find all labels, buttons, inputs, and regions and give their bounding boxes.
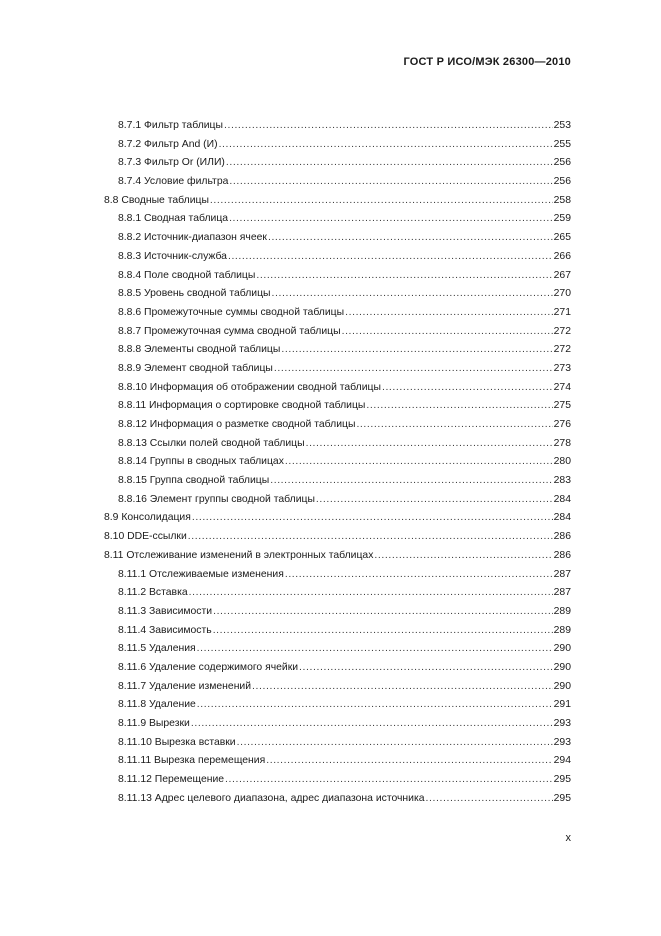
dot-leader bbox=[426, 790, 553, 809]
toc-entry-title: 8.11.8 Удаление bbox=[118, 699, 196, 711]
toc-entry-title: 8.7.1 Фильтр таблицы bbox=[118, 120, 223, 131]
toc-entry[interactable] bbox=[0, 603, 661, 622]
toc-entry-title: 8.8.12 Информация о разметке сводной таблицы bbox=[118, 419, 356, 430]
dot-leader bbox=[219, 136, 553, 155]
toc-entry-title: 8.8.13 Ссылки полей сводной таблицы bbox=[118, 437, 305, 449]
toc-entry-title: 8.11.6 Удаление содержимого ячейки bbox=[118, 661, 299, 673]
dot-leader bbox=[189, 584, 553, 603]
dot-leader bbox=[285, 566, 553, 585]
toc-entry-title: 8.7.2 Фильтр And (И) bbox=[118, 138, 218, 150]
dot-leader bbox=[188, 528, 553, 547]
toc-entry[interactable] bbox=[0, 192, 661, 211]
dot-leader bbox=[299, 659, 553, 678]
toc-entry-page: 258 bbox=[553, 194, 571, 206]
toc-entry[interactable] bbox=[0, 210, 661, 229]
toc-entry-title: 8.11 Отслеживание изменений в электронных таблицах bbox=[104, 549, 374, 561]
toc-entry-page: 290 bbox=[553, 661, 571, 673]
toc-entry-title: 8.11.4 Зависимость bbox=[118, 624, 212, 636]
toc-entry-title: 8.8.2 Источник-диапазон ячеек bbox=[118, 232, 267, 244]
toc-entry[interactable] bbox=[0, 360, 661, 379]
dot-leader bbox=[213, 603, 553, 622]
toc-entry-title: 8.8.10 Информация об отображении сводной таблицы bbox=[118, 381, 381, 393]
dot-leader bbox=[274, 360, 553, 379]
dot-leader bbox=[272, 285, 553, 304]
toc-entry[interactable] bbox=[0, 136, 661, 155]
toc-entry-page: 253 bbox=[553, 120, 571, 131]
dot-leader bbox=[382, 379, 553, 398]
toc-entry-page: 276 bbox=[553, 419, 571, 430]
document-header: ГОСТ Р ИСО/МЭК 26300—2010 bbox=[403, 56, 571, 68]
dot-leader bbox=[228, 248, 553, 267]
toc-entry[interactable] bbox=[0, 566, 661, 585]
toc-entry[interactable] bbox=[0, 435, 661, 454]
toc-entry[interactable] bbox=[0, 640, 661, 659]
dot-leader bbox=[197, 696, 553, 715]
toc-entry-page: 278 bbox=[553, 437, 571, 449]
toc-entry[interactable] bbox=[0, 341, 661, 360]
toc-entry-title: 8.8.3 Источник-служба bbox=[118, 250, 227, 262]
toc-entry[interactable] bbox=[0, 509, 661, 528]
toc-entry[interactable] bbox=[0, 229, 661, 248]
dot-leader bbox=[192, 509, 553, 528]
dot-leader bbox=[356, 416, 552, 435]
toc-entry-page: 271 bbox=[553, 306, 571, 318]
toc-entry-page: 272 bbox=[553, 344, 571, 356]
toc-entry-title: 8.11.9 Вырезки bbox=[118, 718, 190, 729]
toc-entry-page: 295 bbox=[553, 774, 571, 786]
toc-entry-page: 289 bbox=[553, 624, 571, 636]
dot-leader bbox=[229, 173, 552, 192]
toc-entry-title: 8.11.3 Зависимости bbox=[118, 605, 213, 617]
toc-entry[interactable] bbox=[0, 547, 661, 566]
toc-entry-title: 8.8.8 Элементы сводной таблицы bbox=[118, 344, 281, 356]
dot-leader bbox=[268, 229, 553, 248]
toc-entry-title: 8.8.1 Сводная таблица bbox=[118, 213, 229, 225]
toc-entry[interactable] bbox=[0, 696, 661, 715]
toc-entry[interactable] bbox=[0, 416, 661, 435]
toc-entry-page: 273 bbox=[553, 362, 571, 374]
toc-entry-page: 275 bbox=[553, 400, 571, 412]
toc-entry-title: 8.8.14 Группы в сводных таблицах bbox=[118, 456, 284, 468]
dot-leader bbox=[285, 453, 553, 472]
toc-entry-title: 8.8.5 Уровень сводной таблицы bbox=[118, 288, 271, 300]
dot-leader bbox=[374, 547, 552, 566]
toc-entry[interactable] bbox=[0, 472, 661, 491]
toc-entry-page: 295 bbox=[553, 792, 571, 804]
toc-entry[interactable] bbox=[0, 154, 661, 173]
toc-entry-page: 289 bbox=[553, 605, 571, 617]
dot-leader bbox=[191, 715, 553, 734]
toc-entry-title: 8.7.3 Фильтр Or (ИЛИ) bbox=[118, 157, 225, 169]
toc-entry-title: 8.8.7 Промежуточная сумма сводной таблицы bbox=[118, 325, 341, 337]
toc-entry-title: 8.11.11 Вырезка перемещения bbox=[118, 755, 266, 767]
dot-leader bbox=[270, 472, 552, 491]
toc-entry-page: 259 bbox=[553, 213, 571, 225]
toc-entry-title: 8.11.12 Перемещение bbox=[118, 774, 225, 786]
dot-leader bbox=[210, 192, 553, 211]
toc-entry-page: 280 bbox=[553, 456, 571, 468]
toc-entry-page: 284 bbox=[553, 493, 571, 505]
toc-entry-page: 293 bbox=[553, 736, 571, 748]
dot-leader bbox=[229, 210, 553, 229]
toc-entry-page: 284 bbox=[553, 512, 571, 524]
toc-entry-title: 8.11.13 Адрес целевого диапазона, адрес диапазона источника bbox=[118, 792, 425, 804]
dot-leader bbox=[237, 734, 553, 753]
toc-entry-title: 8.11.10 Вырезка вставки bbox=[118, 736, 236, 748]
toc-entry-page: 265 bbox=[553, 232, 571, 244]
toc-entry[interactable] bbox=[0, 285, 661, 304]
toc-entry[interactable] bbox=[0, 715, 661, 734]
toc-entry-page: 286 bbox=[553, 531, 571, 543]
page-number: x bbox=[565, 832, 571, 844]
dot-leader bbox=[316, 491, 553, 510]
dot-leader bbox=[252, 678, 553, 697]
toc-entry-page: 272 bbox=[553, 325, 571, 337]
toc-entry-title: 8.8.4 Поле сводной таблицы bbox=[118, 269, 256, 281]
toc-entry[interactable] bbox=[0, 323, 661, 342]
toc-entry[interactable] bbox=[0, 173, 661, 192]
toc-entry-page: 294 bbox=[553, 755, 571, 767]
toc-entry-page: 287 bbox=[553, 587, 571, 599]
toc-entry[interactable] bbox=[0, 248, 661, 267]
dot-leader bbox=[342, 323, 553, 342]
toc-entry[interactable] bbox=[0, 622, 661, 641]
toc-entry-page: 256 bbox=[553, 157, 571, 169]
dot-leader bbox=[224, 117, 553, 136]
toc-entry-title: 8.9 Консолидация bbox=[104, 512, 191, 524]
toc-entry-page: 287 bbox=[553, 568, 571, 580]
dot-leader bbox=[345, 304, 553, 323]
toc-entry[interactable] bbox=[0, 491, 661, 510]
toc-entry[interactable] bbox=[0, 453, 661, 472]
toc-entry[interactable] bbox=[0, 379, 661, 398]
toc-entry[interactable] bbox=[0, 790, 661, 809]
dot-leader bbox=[306, 435, 553, 454]
table-of-contents bbox=[0, 117, 661, 808]
toc-entry-title: 8.8.15 Группа сводной таблицы bbox=[118, 475, 270, 487]
toc-entry-page: 274 bbox=[553, 381, 571, 393]
toc-entry[interactable] bbox=[0, 659, 661, 678]
toc-entry-page: 255 bbox=[553, 138, 571, 150]
toc-entry[interactable] bbox=[0, 304, 661, 323]
dot-leader bbox=[197, 640, 553, 659]
toc-entry[interactable] bbox=[0, 117, 661, 136]
toc-entry[interactable] bbox=[0, 734, 661, 753]
toc-entry[interactable] bbox=[0, 584, 661, 603]
toc-entry-page: 267 bbox=[553, 269, 571, 281]
toc-entry[interactable] bbox=[0, 678, 661, 697]
dot-leader bbox=[256, 267, 552, 286]
toc-entry-title: 8.8.6 Промежуточные суммы сводной таблицы bbox=[118, 306, 345, 318]
toc-entry-page: 291 bbox=[553, 699, 571, 711]
dot-leader bbox=[281, 341, 552, 360]
toc-entry-title: 8.10 DDE-ссылки bbox=[104, 531, 187, 543]
toc-entry-title: 8.11.1 Отслеживаемые изменения bbox=[118, 568, 284, 580]
toc-entry-page: 283 bbox=[553, 475, 571, 487]
toc-entry-title: 8.8.9 Элемент сводной таблицы bbox=[118, 362, 273, 374]
toc-entry[interactable] bbox=[0, 397, 661, 416]
toc-entry-title: 8.11.7 Удаление изменений bbox=[118, 680, 252, 692]
toc-entry-title: 8.11.5 Удаления bbox=[118, 643, 196, 655]
toc-entry-page: 270 bbox=[553, 288, 571, 300]
toc-entry[interactable] bbox=[0, 267, 661, 286]
toc-entry[interactable] bbox=[0, 528, 661, 547]
dot-leader bbox=[266, 752, 552, 771]
toc-entry-page: 290 bbox=[553, 643, 571, 655]
toc-entry-title: 8.8 Сводные таблицы bbox=[104, 194, 209, 206]
toc-entry[interactable] bbox=[0, 752, 661, 771]
toc-entry-page: 256 bbox=[553, 176, 571, 188]
dot-leader bbox=[226, 154, 553, 173]
toc-entry[interactable] bbox=[0, 771, 661, 790]
toc-entry-page: 290 bbox=[553, 680, 571, 692]
dot-leader bbox=[366, 397, 552, 416]
toc-entry-title: 8.7.4 Условие фильтра bbox=[118, 176, 229, 188]
dot-leader bbox=[225, 771, 553, 790]
toc-entry-page: 286 bbox=[553, 549, 571, 561]
dot-leader bbox=[213, 622, 553, 641]
toc-entry-title: 8.11.2 Вставка bbox=[118, 587, 188, 599]
toc-entry-page: 293 bbox=[553, 718, 571, 729]
toc-entry-title: 8.8.11 Информация о сортировке сводной таблицы bbox=[118, 400, 366, 412]
toc-entry-title: 8.8.16 Элемент группы сводной таблицы bbox=[118, 493, 315, 505]
toc-entry-page: 266 bbox=[553, 250, 571, 262]
